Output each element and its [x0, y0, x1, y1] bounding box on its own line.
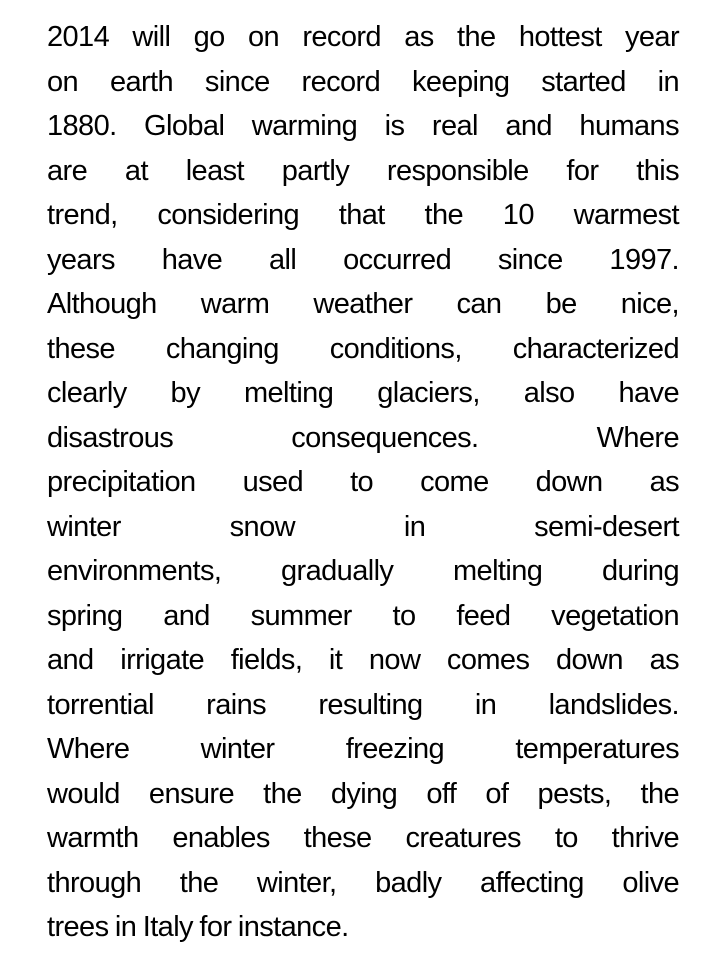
paragraph-line: winter snow in semi-desert — [47, 510, 679, 543]
paragraph-line: trend, considering that the 10 warmest — [47, 199, 679, 231]
paragraph-line: warmth enables these creatures to thrive — [47, 822, 679, 854]
paragraph-line: these changing conditions, characterized — [47, 332, 679, 365]
paragraph-line: would ensure the dying off of pests, the — [47, 777, 679, 810]
paragraph-line: 1880. Global warming is real and humans — [47, 110, 679, 142]
paragraph-line: torrential rains resulting in landslides. — [47, 688, 679, 721]
paragraph-line: are at least partly responsible for this — [47, 154, 679, 187]
paragraph-line: Where winter freezing temperatures — [47, 733, 679, 765]
paragraph-line: on earth since record keeping started in — [47, 65, 679, 98]
paragraph-line: years have all occurred since 1997. — [47, 243, 679, 276]
paragraph-line: environments, gradually melting during — [47, 555, 679, 587]
paragraph-line: 2014 will go on record as the hottest year — [47, 21, 679, 53]
paragraph-line: disastrous consequences. Where — [47, 421, 679, 454]
paragraph-line: Although warm weather can be nice, — [47, 288, 679, 320]
paragraph-line: and irrigate fields, it now comes down as — [47, 644, 679, 676]
paragraph-line: spring and summer to feed vegetation — [47, 599, 679, 632]
paragraph-line: trees in Italy for instance. — [47, 911, 349, 943]
paragraph-line: through the winter, badly affecting olive — [47, 866, 679, 899]
paragraph-line: precipitation used to come down as — [47, 466, 679, 498]
paragraph-line: clearly by melting glaciers, also have — [47, 377, 679, 409]
document-paragraph — [47, 15, 679, 950]
